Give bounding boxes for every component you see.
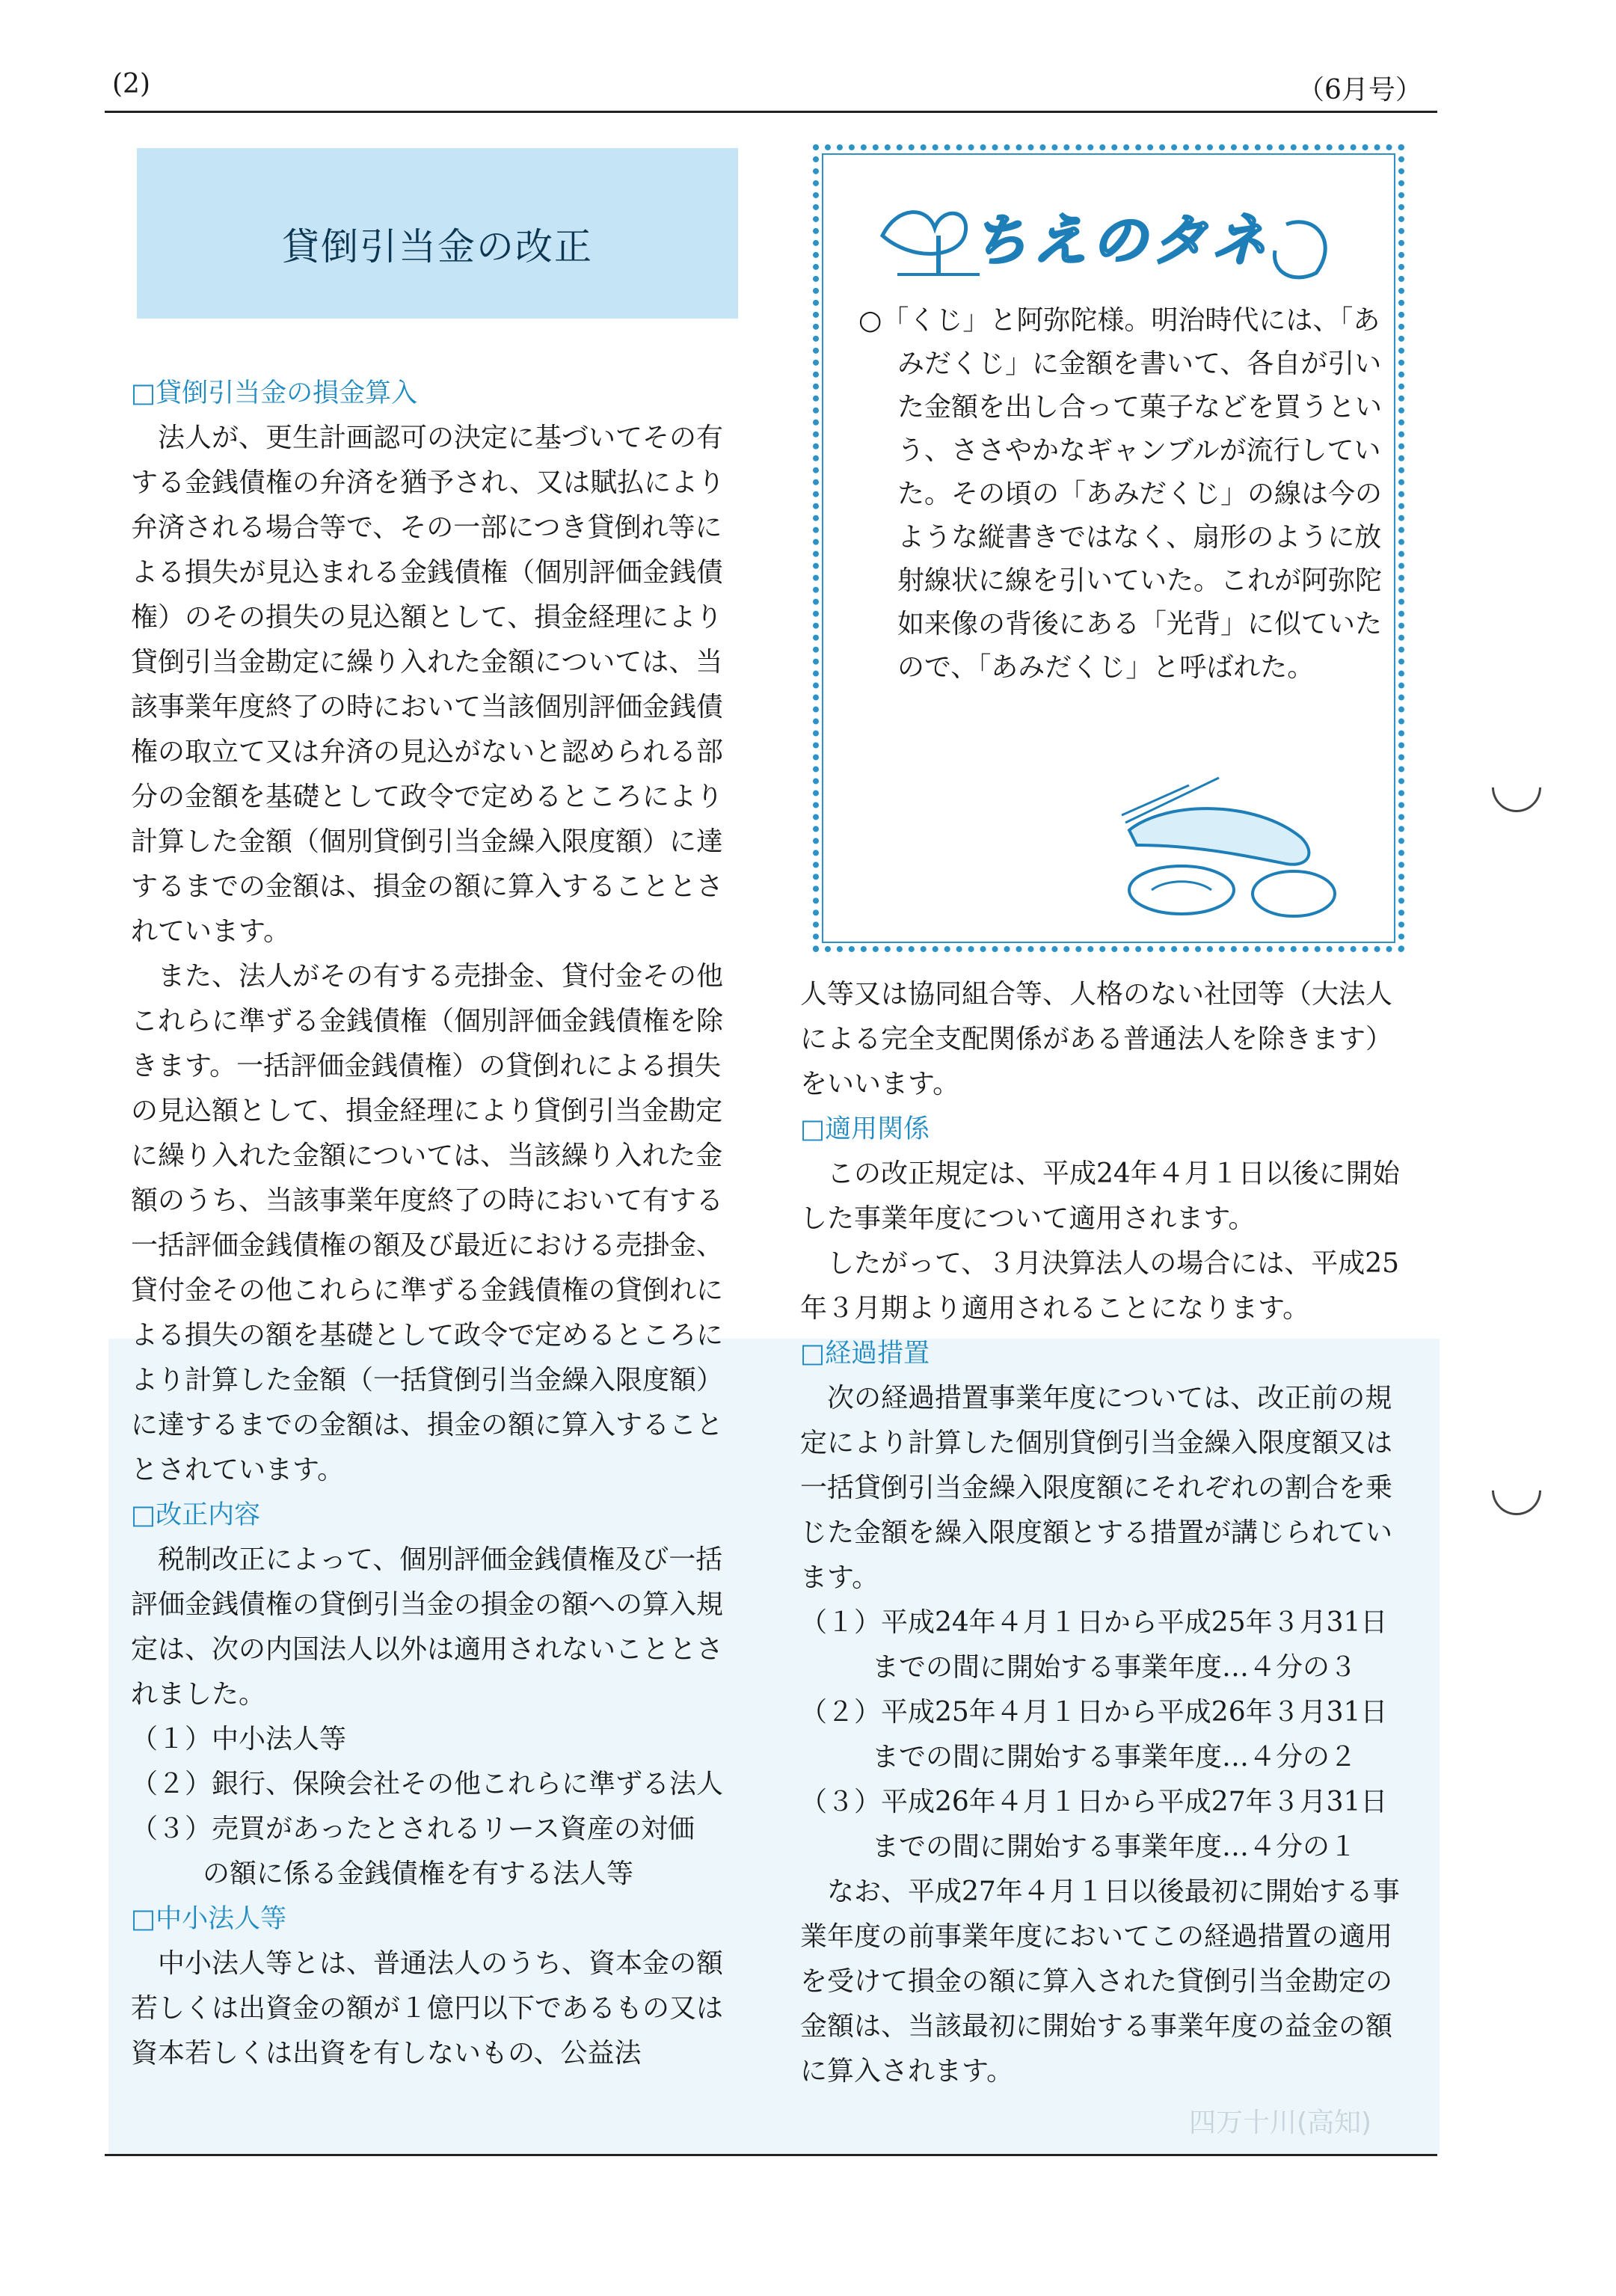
page-title: 貸倒引当金の改正 — [282, 225, 593, 268]
page-number: (2) — [112, 69, 150, 99]
list-item: （１）平成24年４月１日から平成25年３月31日 — [800, 1607, 1388, 1638]
list-item: （１）中小法人等 — [131, 1724, 347, 1755]
header-rule — [105, 111, 1437, 113]
section-heading-application: □適用関係 — [800, 1114, 930, 1144]
list-item-cont: までの間に開始する事業年度…４分の２ — [872, 1742, 1357, 1772]
paragraph: なお、平成27年４月１日以後最初に開始する事業年度の前事業年度においてこの経過措置の適用を受けて損金の額に算入された貸倒引当金勘定の金額は、当該最初に開始する事業年度の益金の額に算入されます。 — [800, 1876, 1400, 2087]
paragraph-continued: 人等又は協同組合等、人格のない社団等（大法人による完全支配関係がある普通法人を除きます）をいいます。 — [800, 979, 1393, 1099]
binding-hole-mark — [1481, 752, 1551, 822]
paragraph: したがって、３月決算法人の場合には、平成25年３月期より適用されることになります。 — [800, 1248, 1400, 1324]
binding-hole-mark — [1481, 1455, 1551, 1525]
tip-box-title: ちえのタネ — [972, 209, 1271, 273]
list-item: （２）平成25年４月１日から平成26年３月31日 — [800, 1697, 1388, 1728]
section-heading-sme: □中小法人等 — [131, 1904, 287, 1934]
section-heading-transition: □経過措置 — [800, 1339, 930, 1369]
list-item: （２）銀行、保険会社その他これらに準ずる法人 — [131, 1769, 724, 1799]
list-item: （３）売買があったとされるリース資産の対価 — [131, 1814, 695, 1844]
tip-box-text-block — [858, 299, 1382, 690]
paragraph: この改正規定は、平成24年４月１日以後に開始した事業年度について適用されます。 — [800, 1158, 1400, 1234]
right-column — [800, 972, 1410, 2094]
shrimp-and-shell-icon — [1107, 770, 1346, 920]
paragraph: 税制改正によって、個別評価金銭債権及び一括評価金銭債権の貸倒引当金の損金の額への算入規定は、次の内国法人以外は適用されないこととされました。 — [131, 1544, 724, 1710]
paragraph: 中小法人等とは、普通法人のうち、資本金の額若しくは出資金の額が１億円以下であるもの又は資本若しくは出資を有しないもの、公益法 — [131, 1948, 724, 2069]
left-column — [131, 371, 744, 2076]
tip-box-text: ○「くじ」と阿弥陀様。明治時代には、「あみだくじ」に金額を書いて、各自が引いた金額を出し合って菓子などを買うという、ささやかなギャンブルが流行していた。その頃の「あみだくじ」の線は今のような縦書きではなく、扇形のように放射線状に線を引いていた。これが阿弥陀如来像の背後にある「光背」に似ていたので、「あみだくじ」と呼ばれた。 — [858, 305, 1383, 683]
list-item-cont: までの間に開始する事業年度…４分の３ — [872, 1652, 1357, 1683]
paragraph: 法人が、更生計画認可の決定に基づいてその有する金銭債権の弁済を猶予され、又は賦払により弁済される場合等で、その一部につき貸倒れ等による損失が見込まれる金銭債権（個別評価金銭債権）のその損失の見込額として、損金経理により貸倒引当金勘定に繰り入れた金額については、当該事業年度終了の時において当該個別評価金銭債権の取立て又は弁済の見込がないと認められる部分の金額を基礎として政令で定めるところにより計算した金額（個別貸倒引当金繰入限度額）に達するまでの金額は、損金の額に算入することとされています。 — [131, 423, 725, 947]
section-heading-deduction: □貸倒引当金の損金算入 — [131, 378, 418, 408]
list-item-cont: の額に係る金銭債権を有する法人等 — [203, 1858, 634, 1889]
list-item-cont: までの間に開始する事業年度…４分の１ — [872, 1832, 1357, 1862]
issue-label: （6月号） — [1297, 75, 1422, 105]
paragraph: また、法人がその有する売掛金、貸付金その他これらに準ずる金銭債権（個別評価金銭債権を除きます。一括評価金銭債権）の貸倒れによる損失の見込額として、損金経理により貸倒引当金勘定に繰り入れた金額については、当該繰り入れた金額のうち、当該事業年度終了の時において有する一括評価金銭債権の額及び最近における売掛金、貸付金その他これらに準ずる金銭債権の貸倒れによる損失の額を基礎として政令で定めるところにより計算した金額（一括貸倒引当金繰入限度額）に達するまでの金額は、損金の額に算入することとされています。 — [131, 961, 724, 1485]
paragraph: 次の経過措置事業年度については、改正前の規定により計算した個別貸倒引当金繰入限度額又は一括貸倒引当金繰入限度額にそれぞれの割合を乗じた金額を繰入限度額とする措置が講じられています。 — [800, 1383, 1393, 1593]
footer-watermark: 四万十川(高知) — [1189, 2108, 1372, 2138]
section-heading-revision: □改正内容 — [131, 1500, 261, 1530]
footer-rule — [105, 2154, 1437, 2156]
list-item: （３）平成26年４月１日から平成27年３月31日 — [800, 1787, 1388, 1817]
